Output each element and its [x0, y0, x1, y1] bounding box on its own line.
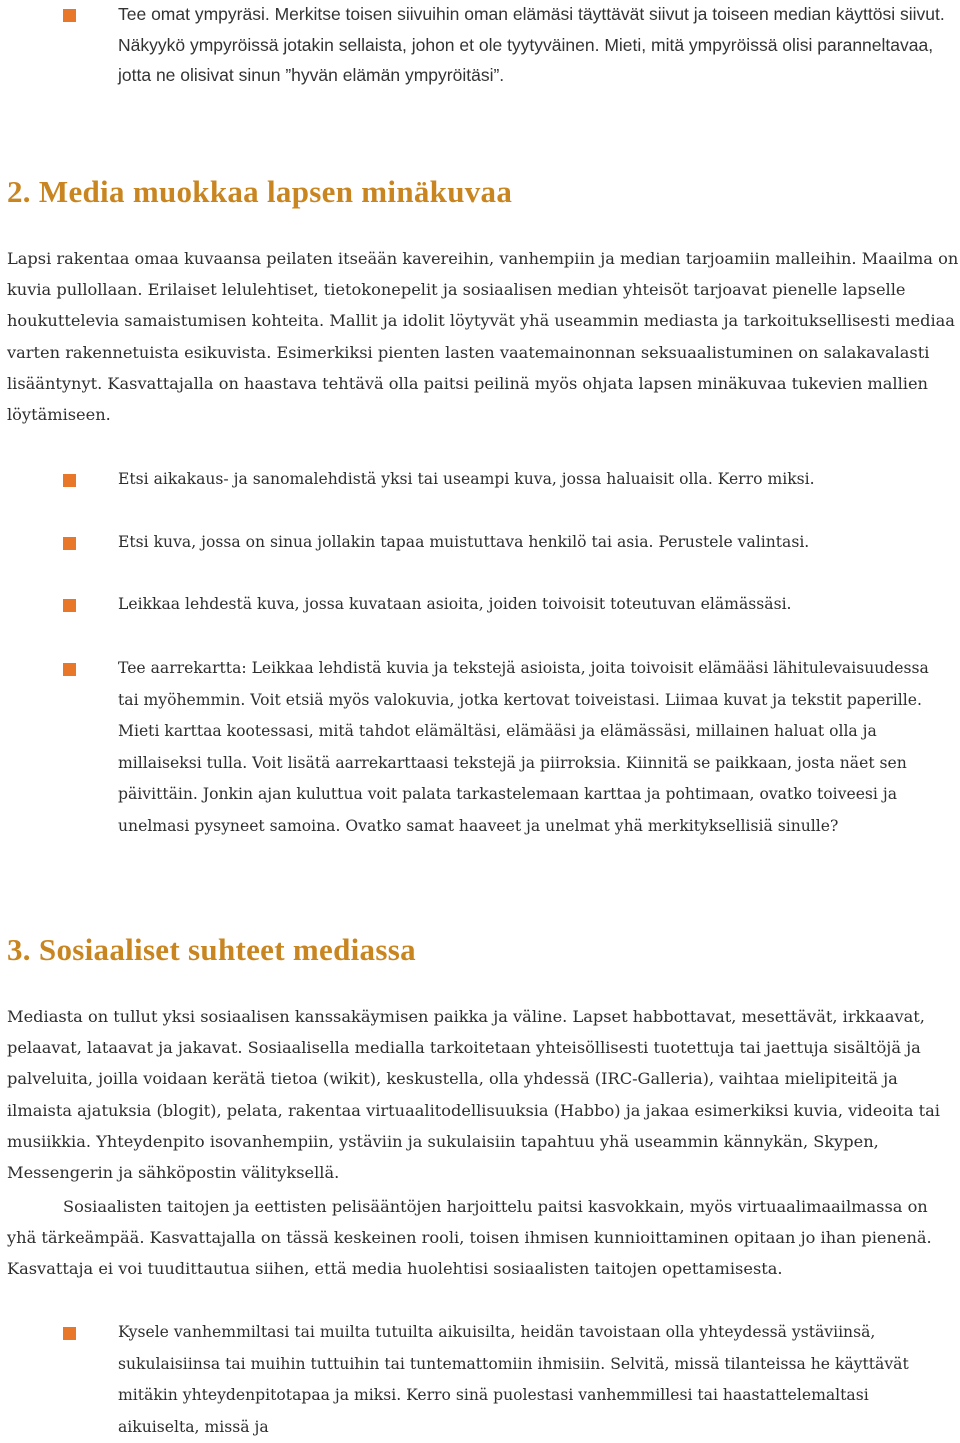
- section-paragraph: Lapsi rakentaa omaa kuvaansa peilaten itseään kavereihin, vanhempiin ja median tarjoamiin malleihin. Maailma on kuvia pullollaan. Erilaiset lelulehtiset, tietokonepelit ja sosiaalisen median yhteisöt tarjoavat pienelle lapselle houkuttelevia samaistumisen kohteita. Mallit ja idolit löytyvät yhä useammin mediasta ja tarkoituksellisesti mediaa varten rakennetuista esikuvista. Esimerkiksi pienten lasten vaatemainonnan seksuaalistuminen on salakavalasti lisääntynyt. Kasvattajalla on haastava tehtävä olla paitsi peilinä myös ohjata lapsen minäkuvaa tukevien mallien löytämiseen.: [7, 249, 959, 425]
- section-heading-social-relations: 3. Sosiaaliset suhteet mediassa: [7, 932, 416, 967]
- bullet-square-icon: [63, 599, 76, 612]
- bullet-square-icon: [63, 474, 76, 487]
- list-item-text: Tee aarrekartta: Leikkaa lehdistä kuvia ja tekstejä asioista, joita toivoisit elämääsi lähitulevaisuudessa tai myöhemmin. Voit etsiä myös valokuvia, jotka kertovat toiveistasi. Liimaa kuvat ja tekstit paperille. Mieti karttaa kootessasi, mitä tahdot elämältäsi, elämääsi ja elämässäsi, millainen haluat olla ja millaiseksi tulla. Voit lisätä aarrekarttaasi tekstejä ja piirroksia. Kiinnitä se paikkaan, josta näet sen päivittäin. Jonkin ajan kuluttua voit palata tarkastelemaan karttaa ja pohtimaan, ovatko toiveesi ja unelmasi pysyneet samoina. Ovatko samat haaveet ja unelmat yhä merkityksellisiä sinulle?: [118, 659, 929, 835]
- section-paragraph-indented: Sosiaalisten taitojen ja eettisten pelisääntöjen harjoittelu paitsi kasvokkain, myös virtuaalimaailmassa on yhä tärkeämpää. Kasvattajalla on tässä keskeinen rooli, toisen ihmisen kunnioittaminen opitaan jo ihan pienenä. Kasvattaja ei voi tuudittautua siihen, että media huolehtisi sosiaalisten taitojen opettamisesta.: [7, 1197, 932, 1279]
- list-item-text: Kysele vanhemmiltasi tai muilta tutuilta aikuisilta, heidän tavoistaan olla yhteydessä ystäviinsä, sukulaisiinsa tai muihin tuttuihin tai tuntemattomiin ihmisiin. Selvitä, missä tilanteissa he käyttävät mitäkin yhteydenpitotapaa ja miksi. Kerro sinä puolestasi vanhemmillesi tai haastattelemaltasi aikuiselta, missä ja: [118, 1323, 909, 1436]
- list-item-text: Tee omat ympyräsi. Merkitse toisen siivuihin oman elämäsi täyttävät siivut ja toiseen median käyttösi siivut. Näkyykö ympyröissä jotakin sellaista, johon et ole tyytyväinen. Mieti, mitä ympyröissä olisi paranneltavaa, jotta ne olisivat sinun ”hyvän elämän ympyröitäsi”.: [118, 4, 945, 85]
- bullet-square-icon: [63, 537, 76, 550]
- bullet-square-icon: [63, 663, 76, 676]
- list-item-text: Leikkaa lehdestä kuva, jossa kuvataan asioita, joiden toivoisit toteutuvan elämässäsi.: [118, 595, 792, 613]
- bullet-square-icon: [63, 9, 76, 22]
- list-item-text: Etsi kuva, jossa on sinua jollakin tapaa muistuttava henkilö tai asia. Perustele valintasi.: [118, 533, 810, 551]
- section-paragraph: Mediasta on tullut yksi sosiaalisen kanssakäymisen paikka ja väline. Lapset habbottavat, mesettävät, irkkaavat, pelaavat, lataavat ja jakavat. Sosiaalisella medialla tarkoitetaan yhteisöllisesti tuotettuja tai jaettuja sisältöjä ja palveluita, joilla voidaan kerätä tietoa (wikit), keskustella, olla yhdessä (IRC-Galleria), vaihtaa mielipiteitä ja ilmaista ajatuksia (blogit), pelata, rakentaa virtuaalitodellisuuksia (Habbo) ja jakaa esimerkiksi kuvia, videoita tai musiikkia. Yhteydenpito isovanhempiin, ystäviin ja sukulaisiin tapahtuu yhä useammin kännykän, Skypen, Messengerin ja sähköpostin välityksellä.: [7, 1007, 940, 1183]
- section-heading-media-self-image: 2. Media muokkaa lapsen minäkuvaa: [7, 174, 513, 209]
- bullet-square-icon: [63, 1327, 76, 1340]
- list-item-text: Etsi aikakaus- ja sanomalehdistä yksi tai useampi kuva, jossa haluaisit olla. Kerro miksi.: [118, 470, 815, 488]
